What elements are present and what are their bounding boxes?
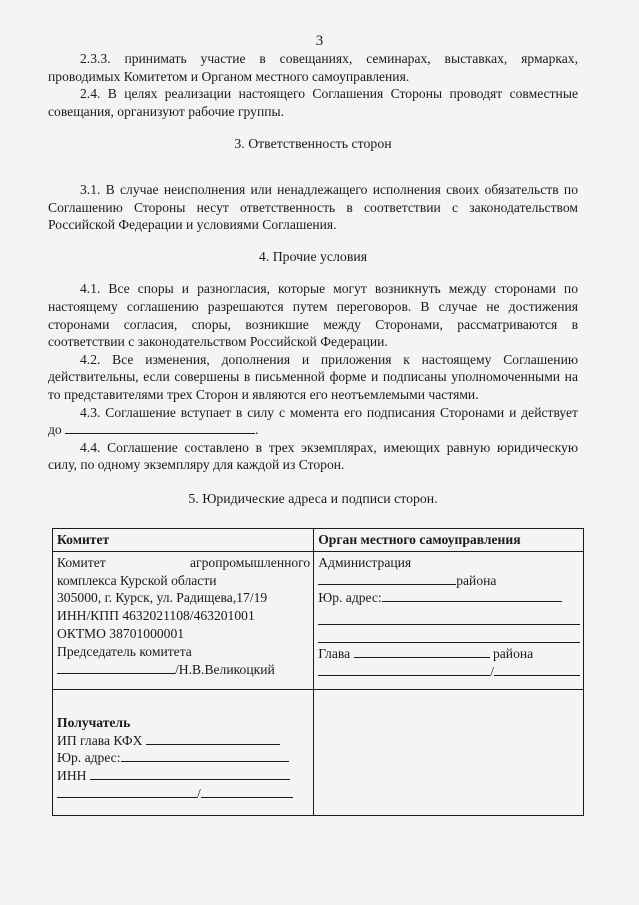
paragraph-2-3-3: 2.3.3. принимать участие в совещаниях, семинарах, выставках, ярмарках, проводимых Комитетом и Органом местного самоуправления. [48,51,578,84]
empty-cell [314,689,584,815]
committee-inn-kpp: ИНН/КПП 4632021108/463201001 [57,608,255,624]
committee-details [53,551,314,689]
recipient-address-label: Юр. адрес: [57,750,121,766]
paragraph-4-1: 4.1. Все споры и разногласия, которые могут возникнуть между сторонами по настоящему соглашению разрешаются путем переговоров. В случае не достижения сторонами согласия, споры, возникшие между Сторонами, рассматриваются в соответствии с законодательством Российской Федерации. [48,281,578,350]
document-body [48,50,578,522]
local-address-line-2 [318,610,580,625]
paragraph-2-4: 2.4. В целях реализации настоящего Соглашения Стороны проводят совместные совещания, организуют рабочие группы. [48,86,578,119]
local-address-line-3 [318,628,580,643]
committee-address: 305000, г. Курск, ул. Радищева,17/19 [57,590,268,606]
valid-until-blank [65,421,255,434]
section-4-title: 4. Прочие условия [258,248,368,264]
local-government-details [314,551,584,689]
recipient-address-blank [121,749,289,762]
local-address-blank [382,589,562,602]
recipient-ip-label: ИП глава КФХ [57,732,143,748]
committee-oktmo: ОКТМО 38701000001 [57,625,185,641]
recipient-inn-blank [90,767,290,780]
recipient-signature-slash: / [197,785,201,801]
paragraph-4-4: 4.4. Соглашение составлено в трех экземплярах, имеющих равную юридическую силу, по одному экземпляру для каждой из Сторон. [48,439,578,473]
committee-chairman-label: Председатель комитета [57,643,192,659]
paragraph-3-1: 3.1. В случае неисполнения или ненадлежащего исполнения своих обязательств по Соглашению Стороны несут ответственность в соответствии с законодательством Российской Федерации и условиями Соглашения. [48,181,578,233]
head-raion-suffix: района [492,646,534,662]
paragraph-4-3-text: 4.3. Соглашение вступает в силу с момента его подписания Сторонами и действует до [48,404,578,438]
committee-signature-line [57,661,175,674]
recipient-details [53,689,314,815]
raion-name-blank [318,572,456,585]
committee-signature-name: /Н.В.Великоцкий [175,661,275,677]
section-5-title: 5. Юридические адреса и подписи сторон. [188,490,438,506]
section-3-title: 3. Ответственность сторон [234,136,392,152]
page-number: 3 [315,33,324,49]
administration-label: Администрация [318,554,412,570]
committee-header: Комитет [53,529,314,552]
recipient-inn-label: ИНН [57,768,87,784]
recipient-header: Получатель [57,714,131,730]
committee-name-part1: Комитет [57,554,106,570]
paragraph-4-3-end: . [255,422,259,438]
recipient-name-blank [201,785,293,798]
committee-name-part2: агропромышленного [190,554,311,570]
signatures-table [52,528,584,816]
head-raion-blank [354,645,490,658]
recipient-ip-blank [146,732,280,745]
head-signature-blank [318,663,490,676]
head-label: Глава [318,646,351,662]
head-name-blank [494,663,580,676]
local-government-header: Орган местного самоуправления [314,529,584,552]
paragraph-4-3 [48,404,578,439]
head-signature-slash: / [490,663,494,679]
local-address-label: Юр. адрес: [318,590,382,606]
raion-suffix: района [456,572,497,588]
committee-name-part3: комплекса Курской области [57,572,217,588]
paragraph-4-2: 4.2. Все изменения, дополнения и приложения к настоящему Соглашению действительны, если совершены в письменной форме и подписаны уполномоченными на то представителями трех Сторон и являются его неотъемлемыми частями. [48,351,578,402]
recipient-signature-blank [57,785,197,798]
